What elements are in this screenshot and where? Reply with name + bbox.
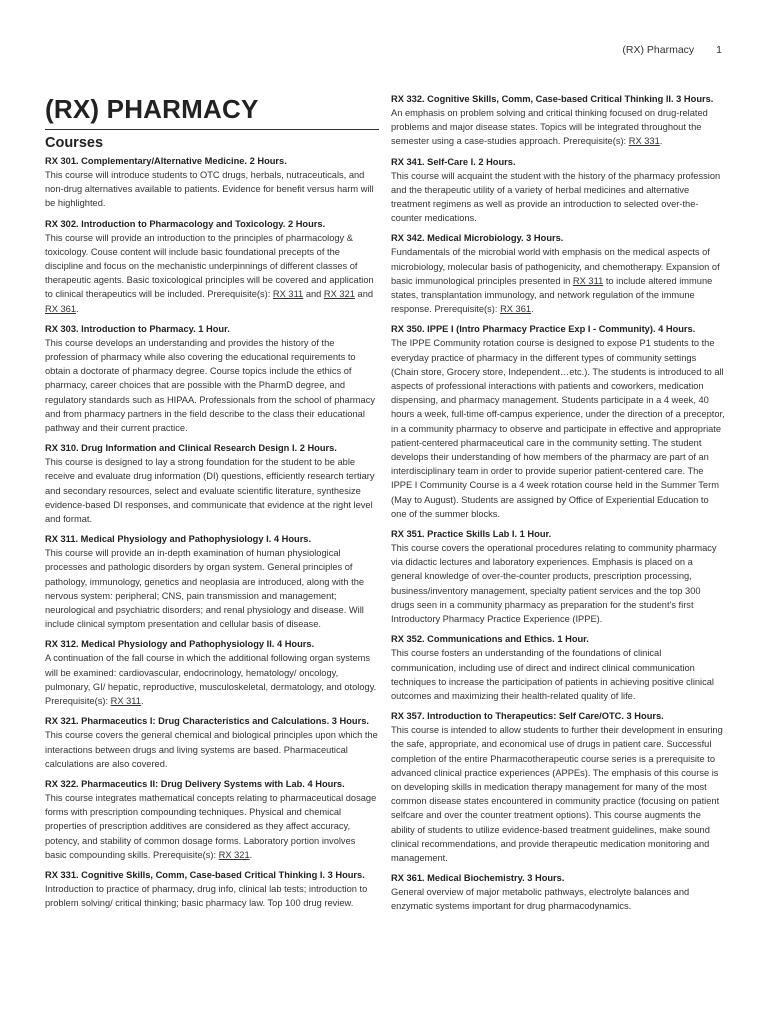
course-description	[45, 336, 379, 435]
course-heading: RX 302. Introduction to Pharmacology and Toxicology. 2 Hours.	[45, 218, 326, 229]
prereq-label: Prerequisite(s):	[563, 136, 627, 147]
course-heading: RX 350. IPPE I (Intro Pharmacy Practice Exp I - Community). 4 Hours.	[391, 324, 696, 335]
running-title: (RX) Pharmacy	[622, 44, 695, 56]
course-heading: RX 310. Drug Information and Clinical Research Design I. 2 Hours.	[45, 443, 337, 454]
course-description	[45, 882, 379, 910]
description-text: This course will provide an in-depth examination of human physiological processes and pathologic disorders by organ system. General principles of pathology, immunology, genetics and neoplasia are introduced, along with the nervous system: peripheral; CNS, pain transmission and management; neurological and psychiatric disorders; and renal physiology and disease. Will include clinical symptom presentation and cellular basis of disease.	[45, 548, 365, 630]
prereq-link-rx-361[interactable]: RX 361	[500, 304, 532, 315]
description-text: Introduction to practice of pharmacy, drug info, clinical lab tests; introduction to problem solving/ critical thinking; basic pharmacy law. Top 100 drug review.	[45, 883, 368, 909]
course-heading: RX 311. Medical Physiology and Pathophysiology I. 4 Hours.	[45, 534, 312, 545]
course-description: This course will provide an introduction to the principles of pharmacology & toxicology. Couse content will include basic foundational precepts of the discipline and focus on the mechanistic underpinnings of different classes of therapeutic agents. Basic toxicological principles will be covered and application to clinical therapeutics will be included. Prerequisite(s): RX 311 and RX 321 and RX 361.	[45, 232, 374, 314]
description-text: A continuation of the fall course in which the additional following organ systems will be examined: cardiovascular, endocrinology, hematology/ oncology, pulmonary, GI/ hepatic, reproductive, musculoskeletal, dermatology, and otology.	[45, 653, 377, 692]
course-description	[391, 723, 725, 865]
running-header	[622, 44, 722, 56]
description-text: The IPPE Community rotation course is designed to expose P1 students to the everyday practice of pharmacy in the different types of community settings (Chain store, Grocery store, Independent…etc.). The students is introduced to all aspects of professional interactions with patients and coworkers, medication dispensing, and pharmacy management. Students participate in a 4 week, 40 hours a week, full-time off-campus experience, under the direction of a preceptor, in a community pharmacy to observe and participate in effective and appropriate patient-centered pharmaceutical care in the community setting. The student develops their understanding of how members of the pharmacy are part of an interdisciplinary team in order to provide superior patient-centered care. The IPPE I Community Course is a 4 week rotation course held in the Summer Term (May to August). Students are assigned by Office of Experiential Education to one of the summer blocks.	[391, 338, 725, 519]
section-title: Courses	[45, 135, 104, 151]
course-description	[45, 728, 379, 771]
course-description	[391, 646, 725, 703]
prereq-link-rx-311[interactable]: RX 311	[272, 289, 304, 300]
description-text: An emphasis on problem solving and critical thinking focused on drug-related problems and major disease states. Topics will be integrated throughout the semester using a case-studies approach.	[391, 108, 708, 147]
course-heading: RX 357. Introduction to Therapeutics: Self Care/OTC. 3 Hours.	[391, 711, 664, 722]
course-description	[45, 546, 379, 631]
course-heading: RX 342. Medical Microbiology. 3 Hours.	[391, 233, 564, 244]
course-rx-310	[45, 442, 379, 526]
prereq-link-rx-321[interactable]: RX 321	[323, 289, 355, 300]
prereq-label: Prerequisite(s):	[434, 304, 498, 315]
course-rx-321	[45, 715, 379, 771]
course-rx-302	[45, 218, 379, 316]
page-number: 1	[716, 44, 722, 56]
description-text: This course will acquaint the student with the history of the pharmacy profession and the therapeutic utility of a variety of herbal medicines and alternative treatment regimens as well as provide an introduction to selected over-the-counter medications.	[391, 170, 721, 224]
inline-link-rx-311[interactable]: RX 311	[572, 275, 604, 286]
description-text: This course covers the general chemical and biological principles upon which the interactions between drugs and living systems are based. Pharmaceutical calculations are also covered.	[45, 730, 378, 769]
prereq-link-rx-311[interactable]: RX 311	[110, 696, 141, 707]
course-heading: RX 303. Introduction to Pharmacy. 1 Hour.	[45, 323, 230, 334]
course-rx-350	[391, 323, 725, 521]
description-text: General overview of major metabolic pathways, electrolyte balances and enzymatic systems important for drug pharmacodynamics.	[391, 887, 690, 912]
course-rx-352	[391, 633, 725, 703]
prereq-label: Prerequisite(s):	[207, 289, 271, 300]
course-rx-303	[45, 323, 379, 435]
right-column	[391, 93, 725, 921]
description-text: This course is intended to allow students to further their development in ensuring the safe, appropriate, and economical use of drugs in patient care. Successful completion of the entire Pharmacotherapeutic course series is a prerequisite to advanced clinical practice experiences (APPEs). The emphasis of this course is on developing skills in medication therapy management for many of the most common disease states encountered in community practice (focusing on patient selfcare and over the counter treatment options). This course augments the ability of students to utilize evidence-based treatment guidelines, make sound clinical recommendations, and provide therapeutic medication monitoring and management.	[391, 725, 723, 863]
course-description: This course integrates mathematical concepts relating to pharmaceutical dosage forms with prescription compounding techniques. Physical and chemical properties of prescription additives are considered as they affect accuracy, potency, and stability of common dosage forms. Laboratory portion involves basic compounding skills. Prerequisite(s): RX 321.	[45, 792, 377, 860]
course-rx-331	[45, 869, 379, 910]
course-rx-332	[391, 93, 725, 149]
course-rx-322	[45, 778, 379, 862]
course-heading: RX 332. Cognitive Skills, Comm, Case-based Critical Thinking II. 3 Hours.	[391, 94, 714, 104]
description-text: This course will introduce students to OTC drugs, herbals, nutraceuticals, and non-drug alternatives available to patients. Evidence for benefit versus harm will be highlighted.	[45, 170, 374, 209]
course-rx-312	[45, 638, 379, 708]
prereq-link-rx-331[interactable]: RX 331	[628, 136, 660, 147]
course-heading: RX 331. Cognitive Skills, Comm, Case-based Critical Thinking I. 3 Hours.	[45, 869, 365, 880]
course-rx-357	[391, 710, 725, 865]
description-text: This course integrates mathematical concepts relating to pharmaceutical dosage forms with prescription compounding techniques. Physical and chemical properties of prescription additives are considered as they affect accuracy, potency, and stability of common dosage forms. Laboratory portion involves basic compounding skills.	[45, 792, 377, 860]
course-rx-361	[391, 872, 725, 913]
description-text: This course covers the operational procedures relating to community pharmacy via didactic lectures and laboratory experiences. Emphasis is placed on a general knowledge of over-the-counter products, prescription processing, business/inventory management, specialty patient services and the top 300 drugs seen in a community pharmacy as preparation for the student's first Introductory Pharmacy Practice Experience (IPPE).	[391, 543, 717, 625]
course-rx-301	[45, 155, 379, 211]
course-heading: RX 361. Medical Biochemistry. 3 Hours.	[391, 873, 565, 884]
course-heading: RX 321. Pharmaceutics I: Drug Characteristics and Calculations. 3 Hours.	[45, 716, 369, 727]
description-text: This course will provide an introduction to the principles of pharmacology & toxicology. Couse content will include basic foundational precepts of the discipline and focus on the mechanistic underpinnings of different classes of therapeutic agents. Basic toxicological principles will be covered and application to clinical therapeutics will be included.	[45, 232, 374, 300]
prereq-label: Prerequisite(s):	[45, 696, 109, 707]
description-text-continued: to include altered immune states, transplantation immunology, and network regulation of the immune response.	[391, 275, 713, 315]
course-heading: RX 352. Communications and Ethics. 1 Hour.	[391, 634, 589, 645]
course-description	[391, 336, 725, 521]
course-heading: RX 341. Self-Care I. 2 Hours.	[391, 156, 516, 167]
prereq-label: Prerequisite(s):	[153, 849, 217, 860]
left-column	[45, 94, 379, 917]
course-rx-341	[391, 156, 725, 226]
description-text: This course is designed to lay a strong foundation for the student to be able receive and evaluate drug information (DI) questions, efficiently research tertiary and secondary resources, select and evaluate scientific literature, synthesize evidence-based DI responses, and communicate that evidence at the right level and format.	[45, 457, 375, 525]
course-description	[391, 885, 725, 913]
prereq-link-rx-321[interactable]: RX 321	[218, 849, 250, 860]
course-description	[391, 169, 725, 226]
course-description	[391, 541, 725, 626]
course-description	[45, 455, 379, 526]
page-title: (RX) PHARMACY	[45, 94, 379, 130]
course-rx-351	[391, 528, 725, 626]
course-rx-342	[391, 232, 725, 316]
course-heading: RX 351. Practice Skills Lab I. 1 Hour.	[391, 529, 552, 540]
course-description: Fundamentals of the microbial world with emphasis on the medical aspects of microbiology, molecular basis of pathogenicity, and chemotherapy. Expansion of basic immunological principles presented in RX 311 to include altered immune states, transplantation immunology, and network regulation of the immune response. Prerequisite(s): RX 361.	[391, 247, 720, 315]
course-rx-311	[45, 533, 379, 631]
course-description	[45, 168, 379, 211]
description-text: This course develops an understanding and provides the history of the profession of pharmacy while also covering the educational requirements to obtain a doctorate of pharmacy degree. Course topics include the ethics of pharmacy, career choices that are possible with the PharmD degree, and regulatory standards such as HIPAA. Professionals from the school of pharmacy and from pharmacy partners in the field describe to the class their educational pathway and their current practice.	[45, 337, 376, 434]
course-heading: RX 322. Pharmaceutics II: Drug Delivery Systems with Lab. 4 Hours.	[45, 778, 345, 789]
prereq-link-rx-361[interactable]: RX 361	[45, 303, 77, 314]
course-description: A continuation of the fall course in which the additional following organ systems will be examined: cardiovascular, endocrinology, hematology/ oncology, pulmonary, GI/ hepatic, reproductive, musculoskeletal, dermatology, and otology. Prerequisite(s): RX 311.	[45, 653, 377, 707]
course-heading: RX 312. Medical Physiology and Pathophysiology II. 4 Hours.	[45, 639, 315, 650]
description-text: This course fosters an understanding of the foundations of clinical communication, including use of direct and indirect clinical communication techniques to increase the participation of patients in achieving positive clinical outcomes and maximizing their health-related quality of life.	[391, 648, 714, 701]
description-text: Fundamentals of the microbial world with emphasis on the medical aspects of microbiology, molecular basis of pathogenicity, and chemotherapy. Expansion of basic immunological principles presented in	[391, 247, 720, 286]
course-description: An emphasis on problem solving and critical thinking focused on drug-related problems and major disease states. Topics will be integrated throughout the semester using a case-studies approach. Prerequisite(s): RX 331.	[391, 108, 708, 147]
course-heading: RX 301. Complementary/Alternative Medicine. 2 Hours.	[45, 156, 287, 166]
